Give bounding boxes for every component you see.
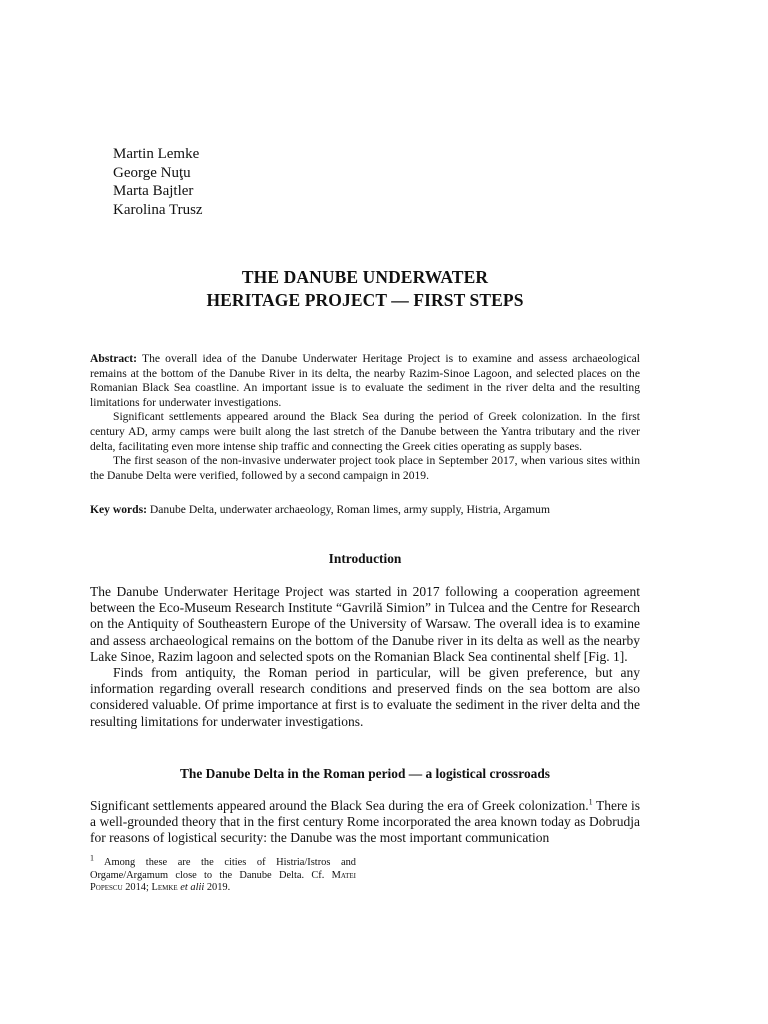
footnote-citation-author: Matei Popescu (90, 869, 356, 894)
abstract-paragraph-3: The first season of the non-invasive underwater project took place in September 2017, when various sites within the Danube Delta were verified, followed by a second campaign in 2019. (90, 454, 640, 482)
footnote-et-alii: et alii (177, 882, 205, 894)
author-list (113, 145, 203, 219)
abstract-label: Abstract: (90, 352, 138, 365)
introduction-paragraph-2: Finds from antiquity, the Roman period in particular, will be given preference, but any information regarding overall research conditions and preserved finds on the sea bottom are also considered valuable. Of prime importance at first is to evaluate the sediment in the river delta and the resulting limitations for underwater investigations. (90, 665, 640, 729)
keywords-label: Key words: (90, 503, 147, 516)
footnote-citation-year: 2014; (122, 882, 152, 894)
paper-title (90, 266, 640, 312)
section-text-b: There is a well-grounded theory that in the first century Rome incorporated the area known today as Dobrudja for reasons of logistical security: the Danube was the most important communication (90, 798, 640, 846)
footnote-text: Among these are the cities of Histria/Istros and Orgame/Argamum close to the Danube Delta. Cf. (90, 857, 356, 881)
footnote-citation-author: Lemke (151, 882, 178, 894)
abstract-paragraph-1 (90, 352, 640, 410)
author-name: George Nuţu (113, 164, 191, 181)
introduction-heading: Introduction (328, 551, 402, 566)
introduction-paragraph-1: The Danube Underwater Heritage Project was started in 2017 following a cooperation agreement between the Eco-Museum Research Institute “Gavrilă Simion” in Tulcea and the Centre for Research on the Antiquity of Southeastern Europe of the University of Warsaw. The overall idea is to examine and assess archaeological remains on the bottom of the Danube river in its delta as well as the nearby Lake Sinoe, Razim lagoon and selected spots on the Romanian Black Sea continental shelf [Fig. 1]. (90, 584, 640, 664)
footnote-reference[interactable]: 1 (588, 797, 593, 807)
author-name: Martin Lemke (113, 146, 200, 162)
keywords (90, 503, 640, 518)
abstract-paragraph-2: Significant settlements appeared around the Black Sea during the period of Greek colonization. In the first century AD, army camps were built along the last stretch of the Danube between the Yantra tributary and the river delta, facilitating even more intense ship traffic and connecting the Greek cities operating as supply bases. (90, 410, 640, 453)
section-paragraph-1 (90, 798, 640, 847)
title-line-2: HERITAGE PROJECT — FIRST STEPS (206, 290, 524, 310)
author-name: Karolina Trusz (113, 201, 203, 218)
keywords-text: Danube Delta, underwater archaeology, Roman limes, army supply, Histria, Argamum (147, 503, 550, 516)
abstract-text-1: The overall idea of the Danube Underwater Heritage Project is to examine and assess archaeological remains at the bottom of the Danube River in its delta, the nearby Razim-Sinoe Lagoon, and selected places on the Romanian Black Sea coastline. An important issue is to evaluate the sediment in the river delta and the resulting limitations for underwater investigations. (90, 352, 640, 409)
footnote-number: 1 (90, 853, 94, 863)
section-heading: The Danube Delta in the Roman period — a logistical crossroads (180, 766, 550, 781)
footnote-citation-year: 2019. (204, 882, 231, 894)
title-line-1: THE DANUBE UNDERWATER (241, 267, 489, 287)
author-name: Marta Bajtler (113, 183, 194, 200)
section-text-a: Significant settlements appeared around the Black Sea during the era of Greek colonization. (90, 798, 589, 813)
introduction-body (90, 584, 640, 730)
footnote (90, 853, 356, 895)
section-body (90, 798, 640, 847)
abstract (90, 352, 640, 483)
